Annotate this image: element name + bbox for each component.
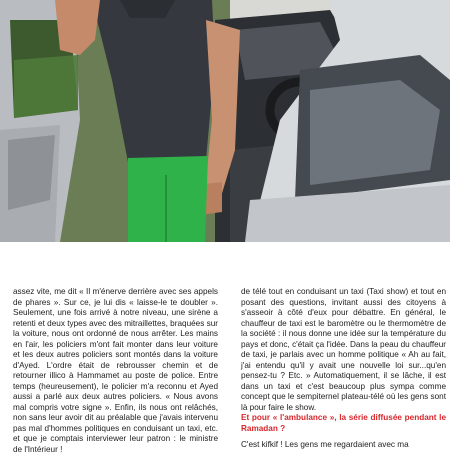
article-column-right	[241, 287, 446, 451]
body-paragraph: de télé tout en conduisant un taxi (Taxi show) et tout en posant des questions, invitant aussi des citoyens à s'asseoir à côté d'eux pour débattre. En général, le chauffeur de taxi est le baromètre ou le thermomètre de la société : il nous donne une idée sur la température du pays et donc, c'était ça l'idée. Dans la peau du chauffeur de taxi, je parlais avec un homme politique « Ah au fait, j'ai entendu qu'il y avait une nouvelle loi sur...qu'en pensez-tu ? Etc. » Automatiquement, il se lâche, il est dans un taxi et c'est beaucoup plus sympa comme concept que le sempiternel plateau-télé où les gens sont là pour faire le show.	[241, 287, 446, 412]
interview-question	[241, 413, 446, 434]
body-paragraph: C'est kifkif ! Les gens me regardaient avec ma	[241, 440, 409, 449]
article-column-left	[13, 287, 218, 455]
question-suffix: ?	[277, 423, 286, 433]
body-paragraph: assez vite, me dit « Il m'énerve derrière avec ses appels de phares ». Sur ce, je lui dis « laisse-le te doubler ». Seulement, une fois arrivé à notre niveau, une sirène a retenti et deux types avec des mitraillettes, braquées sur la voiture, nous ont ordonné de nous arrêter. Les mains en l'air, les policiers m'ont fait monter dans leur voiture et les deux autres policiers sont montés dans la voiture d'Ayed. L'ordre était de rebrousser chemin et de retourner illico à Hammamet au poste de police. Entre temps (heureusement), le policier m'a reconnu et Ayed aussi a parlé aux deux autres policiers. « Nous avons mal compris votre signe ». Enfin, ils nous ont relâchés, non sans leur avoir dit au préalable que j'avais intervenu pas mal d'hommes politiques en conduisant un taxi, etc. et que je comptais interviewer leur patron : le ministre de l'Intérieur !	[13, 287, 218, 454]
question-bold: la série diffusée pendant le Ramadan	[241, 413, 446, 433]
question-prefix: Et pour « l'ambulance »,	[241, 413, 340, 422]
